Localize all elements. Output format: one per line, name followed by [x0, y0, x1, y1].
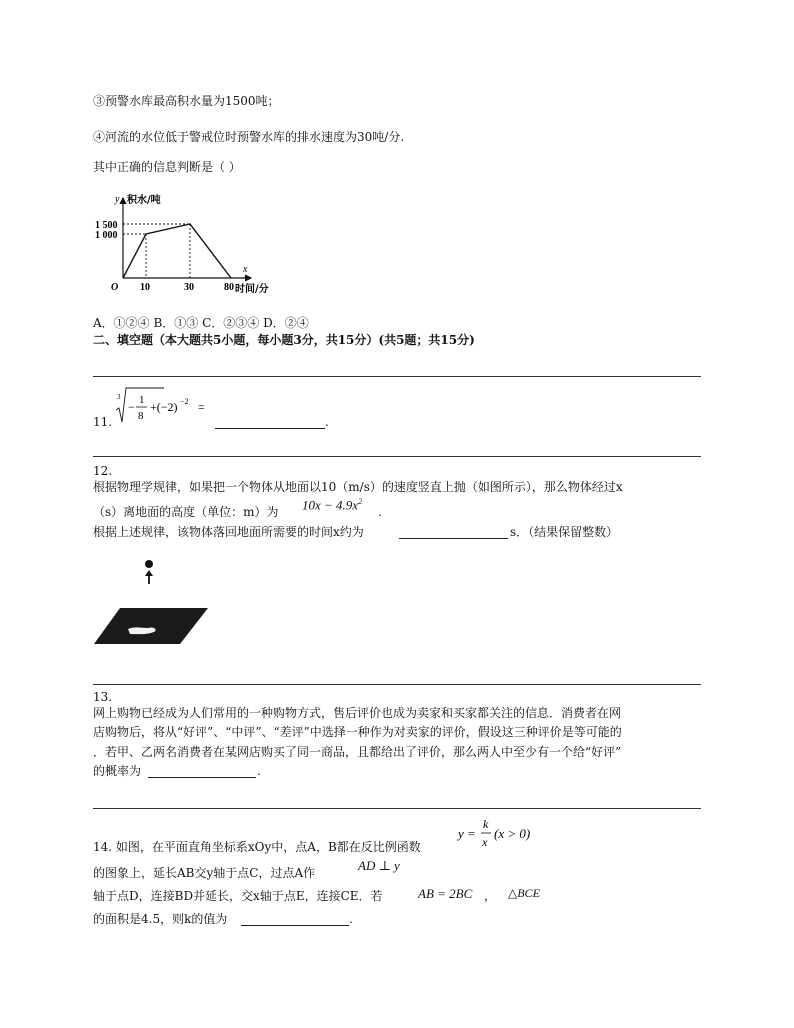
q11-period: .	[325, 415, 329, 429]
divider	[93, 808, 701, 809]
q14-line-1: 14. 如图，在平面直角坐标系xOy中，点A，B都在反比例函数	[93, 840, 421, 854]
q13-line-1: 网上购物已经成为人们常用的一种购物方式，售后评价也成为卖家和买家都关注的信息．消费者在网	[93, 706, 622, 720]
q14-formula-lhs: y =	[458, 826, 476, 841]
q11-number: 11.	[93, 415, 113, 429]
ball	[145, 560, 153, 568]
divider	[93, 684, 701, 685]
water-volume-graph	[93, 188, 293, 303]
x-tick-80: 80	[224, 282, 234, 293]
q14-formula-condition: (x > 0)	[494, 826, 531, 841]
q11-frac-den: 8	[138, 410, 144, 422]
x-axis-label: 时间/分	[235, 284, 269, 295]
q12-line-3-end: s．（结果保留整数）	[510, 525, 619, 539]
q13-line-4: 的概率为	[93, 764, 142, 778]
statement-4: ④河流的水位低于警戒位时预警水库的排水速度为30吨/分.	[93, 130, 405, 144]
q12-height-formula	[302, 497, 362, 513]
question-prompt: 其中正确的信息判断是（ ）	[93, 160, 241, 174]
divider	[93, 376, 701, 377]
q14-line-3: 轴于点D，连接BD并延长，交x轴于点E，连接CE．若	[93, 889, 383, 903]
y-axis-label: 积水/吨	[127, 195, 161, 206]
up-arrow-head	[145, 570, 153, 576]
q11-expression	[114, 384, 214, 428]
q12-line-2: （s）离地面的高度（单位：m）为	[93, 505, 279, 519]
q14-answer-blank	[241, 925, 349, 926]
q14-comma: ，	[484, 889, 497, 903]
q12-formula-exponent: 2	[358, 497, 363, 506]
statement-3: ③预警水库最高积水量为1500吨；	[93, 94, 280, 108]
x-tick-30: 30	[184, 282, 194, 293]
q14-formula-k: k	[483, 817, 489, 831]
q11-sum-term: +(−2)	[150, 400, 178, 414]
q12-number: 12.	[93, 464, 113, 478]
y-var-label: y	[115, 194, 120, 205]
x-var-label: x	[243, 264, 248, 275]
q14-triangle-bce: △BCE	[508, 886, 540, 900]
q12-line-1: 根据物理学规律，如果把一个物体从地面以10（m/s）的速度竖直上抛（如图所示），那么物体经过x	[93, 480, 623, 494]
q12-line-2-end: .	[378, 505, 382, 519]
q14-line-4: 的面积是4.5，则k的值为	[93, 912, 228, 926]
q13-number: 13.	[93, 690, 113, 704]
volume-line	[123, 224, 231, 278]
q13-line-3: ．若甲、乙两名消费者在某网店购买了同一商品，且都给出了评价，那么两人中至少有一个给“好评”	[93, 745, 622, 759]
section-2-heading: 二、填空题（本大题共5小题，每小题3分，共15分）(共5题；共15分)	[93, 333, 475, 347]
q13-line-4-end: .	[257, 764, 261, 778]
q11-equals: =	[198, 400, 205, 414]
q13-line-2: 店购物后，将从“好评”、“中评”、“差评”中选择一种作为对卖家的评价，假设这三种评价是等可能的	[93, 725, 622, 739]
q14-ab-eq: AB = 2BC	[418, 886, 473, 901]
divider	[93, 456, 701, 457]
q12-line-3: 根据上述规律，该物体落回地面所需要的时间x约为	[93, 525, 364, 539]
ground-plane	[94, 608, 208, 644]
q14-line-2: 的图象上，延长AB交y轴于点C，过点A作	[93, 866, 316, 880]
y-tick-1500: 1 500	[95, 220, 118, 231]
q11-answer-blank	[215, 428, 325, 429]
thrown-object-figure	[92, 556, 222, 648]
q12-answer-blank	[399, 538, 508, 539]
q14-formula-x: x	[482, 835, 488, 849]
x-tick-10: 10	[140, 282, 150, 293]
q11-root-index: 3	[117, 393, 121, 401]
q14-function-formula	[456, 814, 546, 854]
q12-formula-body: 10x − 4.9x	[302, 497, 359, 513]
q14-ad-perp: AD ⊥ y	[358, 858, 400, 873]
y-tick-1000: 1 000	[95, 230, 118, 241]
q11-exponent: −2	[180, 397, 189, 406]
origin-label: O	[111, 282, 119, 293]
q11-frac-num: 1	[139, 394, 145, 406]
q14-line-4-end: .	[349, 912, 353, 926]
q11-minus: −	[128, 400, 135, 414]
answer-options: A．①②④ B．①③ C．②③④ D．②④	[93, 316, 309, 330]
q13-answer-blank	[148, 777, 256, 778]
